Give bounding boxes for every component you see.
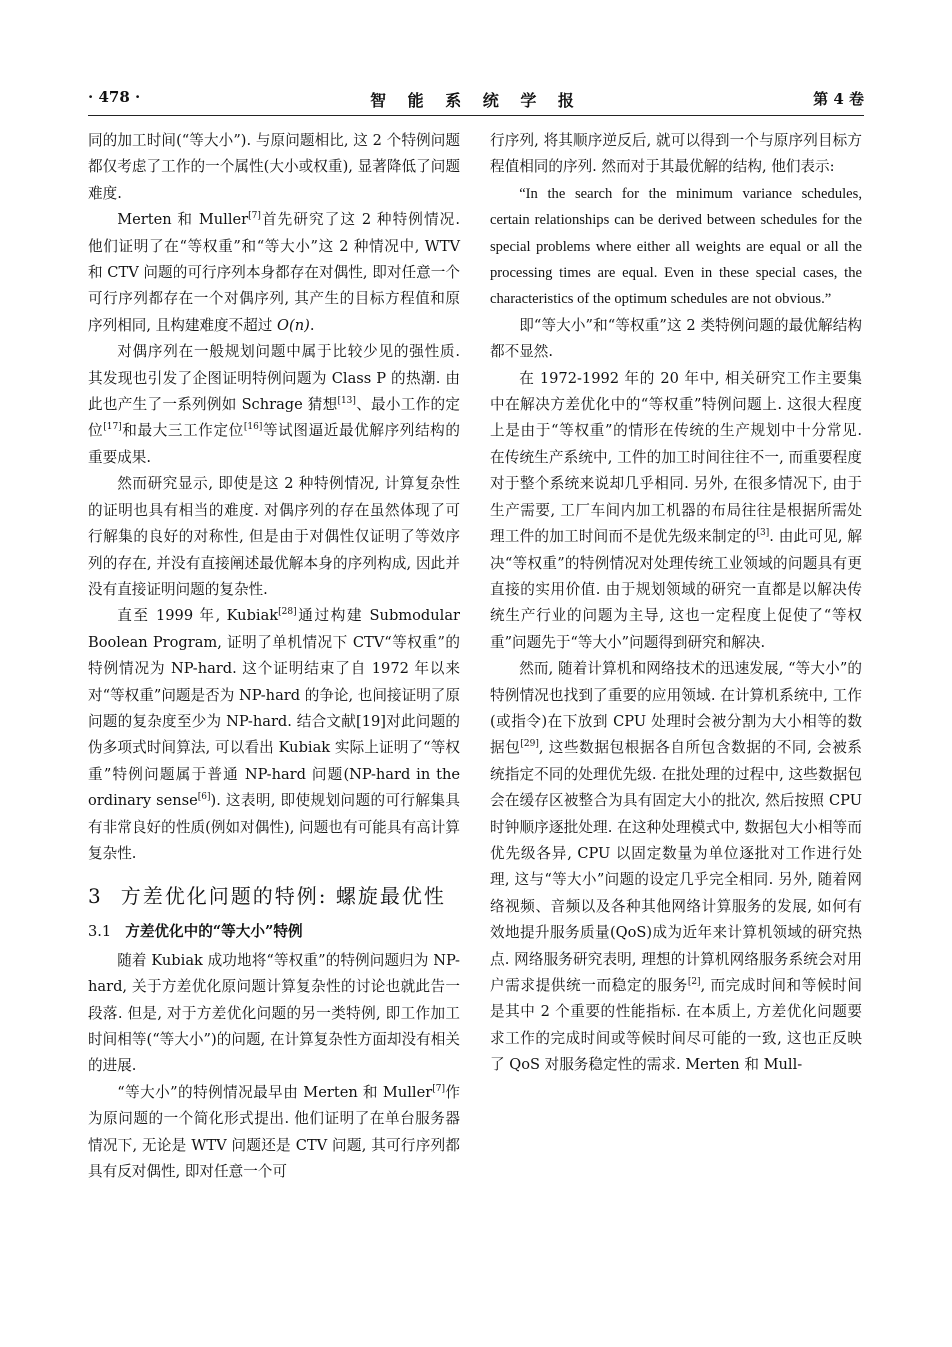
citation[interactable]: [7]: [432, 1083, 445, 1094]
citation[interactable]: [29]: [520, 739, 539, 750]
text-run: 、最小工作的定位: [88, 396, 460, 440]
citation[interactable]: [6]: [197, 792, 211, 803]
section-title: 方差优化问题的特例: 螺旋最优性: [120, 884, 446, 909]
header-rule: [88, 115, 864, 116]
text-run: ). 这表明, 即使规划问题的可行解集具有非常良好的性质(例如对偶性), 问题也有可能具有高计算复杂性.: [88, 792, 460, 862]
paragraph: [88, 1080, 460, 1186]
text-run: . 由此可见, 解决“等权重”的特例情况对处理传统工业领域的问题具有更直接的实用价值. 由于规划领域的研究一直都是以解决传统生产行业的问题为主导, 这也一定程度上促使了“等权重”问题先于“等大小”问题得到研究和解决.: [490, 528, 862, 651]
citation[interactable]: [13]: [337, 396, 356, 407]
paragraph: 然而研究显示, 即使是这 2 种特例情况, 计算复杂性的证明也具有相当的难度. 对偶序列的存在虽然体现了可行解集的良好的对称性, 但是由于对偶性仅证明了等效序列的存在, 并没有直接阐述最优解本身的序列构成, 因此并没有直接证明问题的复杂性.: [88, 475, 460, 598]
citation[interactable]: [7]: [248, 211, 261, 222]
text-run: , 这些数据包根据各自所包含数据的不同, 会被系统指定不同的处理优先级. 在批处理的过程中, 这些数据包会在缓存区被整合为具有固定大小的批次, 然后按照 CPU 时钟顺序逐批处理. 在这种处理模式中, 数据包大小相等而优先级各异, CPU 以固定数量为单位逐批对工作进行处理, 这与“等大小”问题的设定几乎完全相同. 另外, 随着网络视频、音频以及各种其他网络计算服务的发展, 如何有效地提升服务质量(QoS)成为近年来计算机领域的研究热点. 网络服务研究表明, 理想的计算机网络服务系统会对用户需求提供统一而稳定的服务: [490, 739, 862, 994]
text-run: 通过构建 Submodular Boolean Program, 证明了单机情况下 CTV“等权重”的特例情况为 NP-hard. 这个证明结束了自 1972 年以来对“等权重”问题是否为 NP-hard 的争论, 也间接证明了原问题的复杂度至少为 NP-hard. 结合文献[19]对此问题的伪多项式时间算法, 可以看出 Kubiak 实际上证明了“等权重”特例问题属于普通 NP-hard 问题(NP-hard in the ordinary sense: [88, 607, 460, 810]
text-run: 等试图逼近最优解序列结构的重要成果.: [88, 422, 460, 466]
math-expression: O(n): [277, 316, 310, 334]
running-header: [88, 88, 864, 114]
paragraph: [88, 339, 460, 471]
paragraph: 即“等大小”和“等权重”这 2 类特例问题的最优解结构都不显然.: [490, 316, 862, 361]
right-column: [490, 128, 862, 1079]
text-run: , 而完成时间和等候时间是其中 2 个重要的性能指标. 在本质上, 方差优化问题要求工作的完成时间或等候时间尽可能的一致, 这也正反映了 QoS 对服务稳定性的需求. Merten 和 Mull-: [490, 977, 862, 1074]
paragraph: 同的加工时间(“等大小”). 与原问题相比, 这 2 个特例问题都仅考虑了工作的一个属性(大小或权重), 显著降低了问题难度.: [88, 132, 460, 202]
text-run: “等大小”的特例情况最早由 Merten 和 Muller: [117, 1083, 433, 1101]
text-run: 在 1972-1992 年的 20 年中, 相关研究工作主要集中在解决方差优化中的“等权重”特例问题上. 这很大程度上是由于“等权重”的情形在传统的生产规划中十分常见. 在传统生产系统中, 工件的加工时间往往不一, 而重要程度对于整个系统来说却几乎相同. 另外, 在很多情况下, 由于生产需要, 工厂车间内加工机器的布局往往是根据所需处理工件的加工时间而不是优先级来制定的: [490, 369, 862, 546]
text-run: 然而, 随着计算机和网络技术的迅速发展, “等大小”的特例情况也找到了重要的应用领域. 在计算机系统中, 工作(或指令)在下放到 CPU 处理时会被分割为大小相等的数据包: [490, 660, 862, 757]
block-quote: “In the search for the minimum variance schedules, certain relationships can be derived between schedules for the special problems where either all weights are equal or all the processing times are equal. Even in these special cases, the characteristics of the optimum schedules are not obvious.”: [490, 185, 862, 308]
paragraph: 随着 Kubiak 成功地将“等权重”的特例问题归为 NP-hard, 关于方差优化原问题计算复杂性的讨论也就此告一段落. 但是, 对于方差优化问题的另一类特例, 即工作加工时间相等(“等大小”)的问题, 在计算复杂性方面却没有相关的进展.: [88, 951, 460, 1075]
text-run: Merten 和 Muller: [117, 211, 249, 229]
citation[interactable]: [3]: [756, 528, 770, 539]
citation[interactable]: [16]: [243, 422, 263, 433]
paragraph: [490, 656, 862, 1079]
journal-title: 智 能 系 统 学 报: [370, 91, 582, 110]
citation[interactable]: [2]: [687, 977, 701, 987]
page-number: · 478 ·: [88, 88, 141, 106]
paragraph: [88, 207, 460, 339]
text-run: 直至 1999 年, Kubiak: [117, 607, 279, 625]
citation[interactable]: [28]: [278, 607, 297, 618]
subsection-title: 方差优化中的“等大小”特例: [125, 923, 303, 941]
citation[interactable]: [17]: [103, 422, 122, 433]
volume-label: 第 4 卷: [813, 90, 864, 108]
section-number: 3: [88, 884, 103, 909]
text-run: 和最大三工作定位: [121, 422, 244, 440]
paragraph: 行序列, 将其顺序逆反后, 就可以得到一个与原序列目标方程值相同的序列. 然而对于其最优解的结构, 他们表示:: [490, 132, 862, 176]
paragraph: [88, 603, 460, 867]
section-heading: [88, 881, 460, 911]
left-column: [88, 128, 460, 1185]
subsection-heading: [88, 919, 460, 945]
paragraph: [490, 366, 862, 656]
text-run: 作为原问题的一个简化形式提出. 他们证明了在单台服务器情况下, 无论是 WTV 问题还是 CTV 问题, 其可行序列都具有反对偶性, 即对任意一个可: [88, 1083, 460, 1181]
text-run: 首先研究了这 2 种特例情况. 他们证明了在“等权重”和“等大小”这 2 种情况中, WTV 和 CTV 问题的可行序列本身都存在对偶性, 即对任意一个可行序列都存在一个对偶序列, 其产生的目标方程值和原序列相同, 且构建难度不超过: [88, 211, 460, 334]
subsection-number: 3.1: [88, 923, 112, 941]
text-run: .: [309, 316, 315, 334]
text-run: 对偶序列在一般规划问题中属于比较少见的强性质. 其发现也引发了企图证明特例问题为 Class P 的热潮. 由此也产生了一系列例如 Schrage 猜想: [88, 343, 460, 414]
